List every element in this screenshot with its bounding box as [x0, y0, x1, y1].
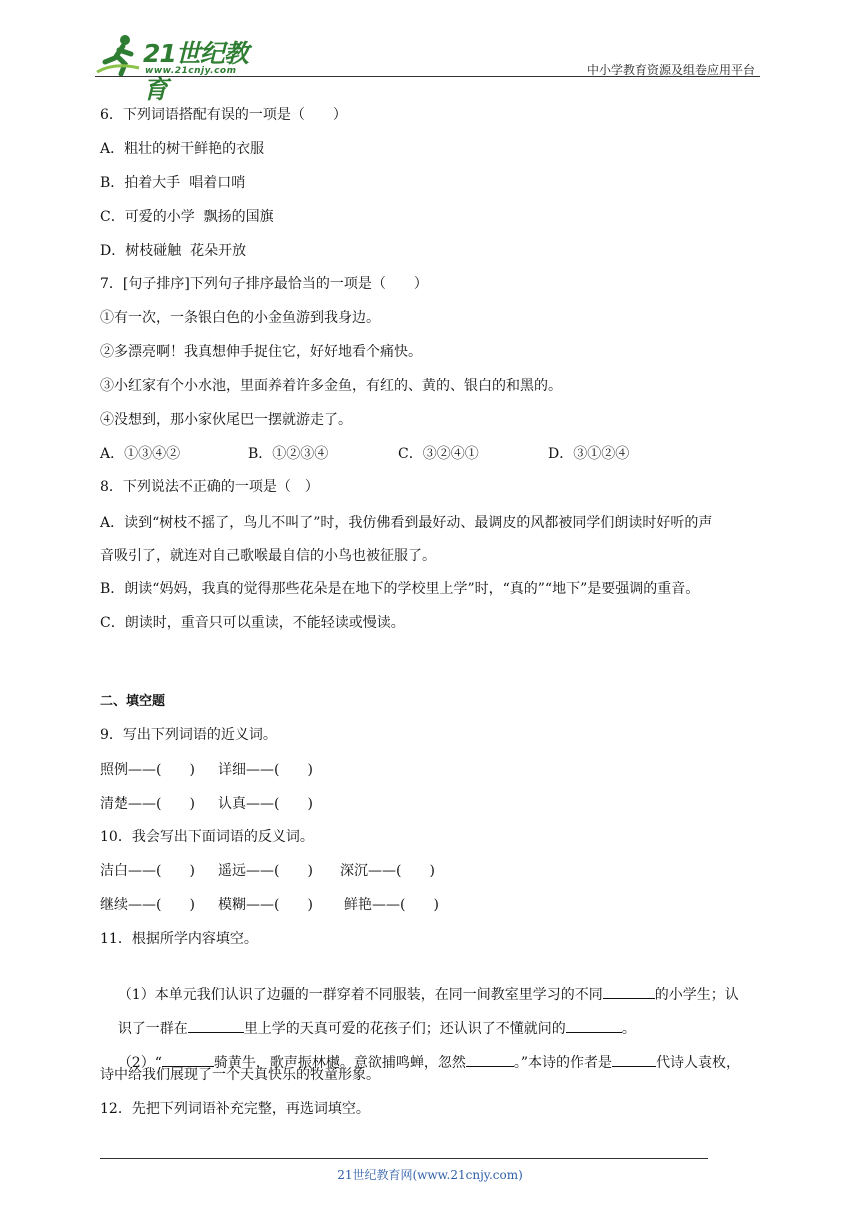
q7-option-d: D．③①②④: [548, 446, 630, 462]
q8-stem: 8．下列说法不正确的一项是（ ）: [100, 479, 319, 495]
q11-text: （2）“: [117, 1055, 162, 1071]
q7-stem: 7．[句子排序]下列句子排序最恰当的一项是（ ）: [100, 276, 428, 292]
q11-text: （1）本单元我们认识了边疆的一群穿着不同服装，在同一间教室里学习的不同: [117, 987, 603, 1003]
q7-option-a: A．①③④②: [100, 446, 181, 462]
q10-item: 继续——( ): [100, 897, 195, 913]
answer-blank[interactable]: [466, 1051, 514, 1067]
logo-main-text: 21世纪教育: [143, 39, 248, 104]
q11-stem: 11．根据所学内容填空。: [100, 931, 258, 947]
q10-item: 模糊——( ): [218, 897, 313, 913]
answer-blank[interactable]: [612, 1051, 656, 1067]
page-header: [95, 28, 760, 104]
q8-option-a-line1: A．读到“树枝不摇了，鸟儿不叫了”时，我仿佛看到最好动、最调皮的风都被同学们朗读时好听的声: [100, 515, 713, 531]
q11-text: 里上学的天真可爱的花孩子们；还认识了不懂就问的: [243, 1021, 566, 1037]
q11-text: 。”本诗的作者是: [513, 1055, 613, 1071]
q11-text: 的小学生；认: [654, 987, 739, 1003]
q11-text: 代诗人袁枚，: [656, 1055, 741, 1071]
q11-text: 。: [621, 1021, 636, 1037]
q8-option-c: C．朗读时，重音只可以重读，不能轻读或慢读。: [100, 615, 405, 631]
q9-item: 认真——( ): [218, 796, 313, 812]
q8-option-b: B．朗读“妈妈，我真的觉得那些花朵是在地下的学校里上学”时，“真的”“地下”是要强调的重音。: [100, 581, 700, 597]
q10-item: 遥远——( ): [218, 863, 313, 879]
q9-item: 详细——( ): [218, 762, 313, 778]
q11-text: 识了一群在: [117, 1021, 188, 1037]
logo-url-text: www.21cnjy.com: [145, 66, 237, 76]
q10-item: 深沉——( ): [340, 863, 435, 879]
q7-sentence-3: ③小红家有个小水池，里面养着许多金鱼，有红的、黄的、银白的和黑的。: [100, 378, 562, 394]
q10-item: 洁白——( ): [100, 863, 195, 879]
runner-logo-icon: [95, 32, 145, 78]
q9-item: 照例——( ): [100, 762, 195, 778]
q11-text: 骑黄牛，歌声振林樾。意欲捕鸣蝉，忽然: [213, 1055, 466, 1071]
q9-stem: 9．写出下列词语的近义词。: [100, 727, 277, 743]
q7-sentence-4: ④没想到，那小家伙尾巴一摆就游走了。: [100, 412, 352, 428]
q8-option-a-line2: 音吸引了，就连对自己歌喉最自信的小鸟也被征服了。: [100, 548, 436, 564]
q7-option-b: B．①②③④: [248, 446, 329, 462]
q6-stem: 6．下列词语搭配有误的一项是（ ）: [100, 107, 347, 123]
logo: [95, 28, 265, 104]
q6-option-b: B．拍着大手 唱着口哨: [100, 175, 246, 191]
q9-item: 清楚——( ): [100, 796, 195, 812]
platform-name: 中小学教育资源及组卷应用平台: [586, 63, 755, 77]
q12-stem: 12．先把下列词语补充完整，再选词填空。: [100, 1101, 370, 1117]
q7-sentence-2: ②多漂亮啊！我真想伸手捉住它，好好地看个痛快。: [100, 344, 422, 360]
footer-divider: [100, 1158, 708, 1159]
q7-option-c: C．③②④①: [398, 446, 479, 462]
section-title-fill-in: 二、填空题: [100, 694, 166, 709]
q10-item: 鲜艳——( ): [344, 897, 439, 913]
header-divider: [95, 76, 760, 77]
q6-option-d: D．树枝碰触 花朵开放: [100, 243, 247, 259]
q11-part2-line2: 诗中给我们展现了一个天真快乐的牧童形象。: [100, 1067, 380, 1083]
q7-sentence-1: ①有一次，一条银白色的小金鱼游到我身边。: [100, 310, 380, 326]
q6-option-a: A．粗壮的树干鲜艳的衣服: [100, 141, 265, 157]
footer-link[interactable]: 21世纪教育网(www.21cnjy.com): [337, 1168, 523, 1182]
q10-stem: 10．我会写出下面词语的反义词。: [100, 829, 314, 845]
q6-option-c: C．可爱的小学 飘扬的国旗: [100, 209, 274, 225]
